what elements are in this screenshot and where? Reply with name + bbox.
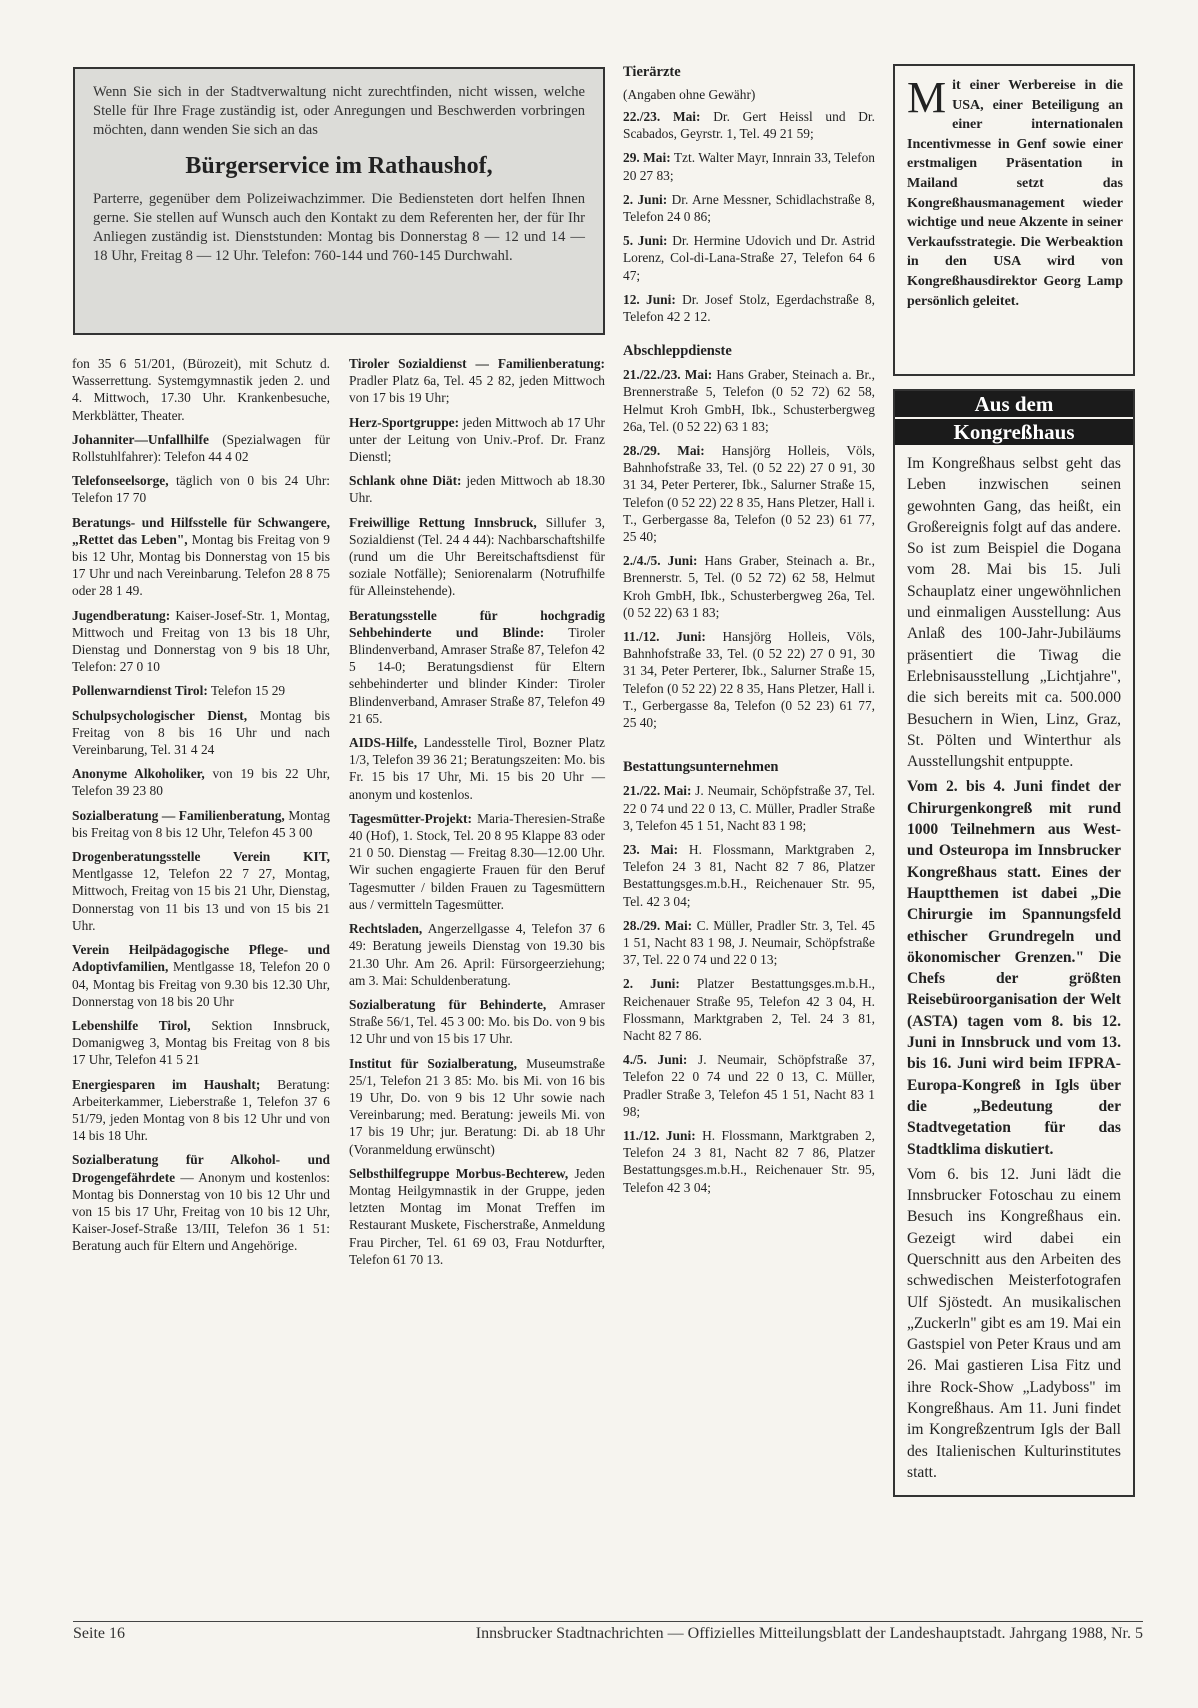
col1-entry-label: Telefonseelsorge, bbox=[72, 473, 169, 489]
col2-entry-text: Jeden Montag Heilgymnastik in der Gruppe, jeden letzten Montag im Monat Treffen im Restaurant Muskete, Fischerstraße, Anmeldung Frau Pircher, Tel. 61 69 03, Frau Notdurfter, Telefon 61 70 13. bbox=[349, 1165, 605, 1267]
bestattung-entry-text: J. Neumair, Schöpfstraße 37, Tel. 22 0 74 und 22 0 13, C. Müller, Pradler Straße 3, Telefon 45 1 51, Nacht 83 1 98; bbox=[623, 783, 875, 833]
bestattung-entry bbox=[623, 975, 875, 1044]
col1-entry bbox=[72, 807, 330, 841]
col1-entry bbox=[72, 1076, 330, 1145]
col1-entry bbox=[72, 514, 330, 600]
col2-entry bbox=[349, 514, 605, 600]
abschlepp-entry bbox=[623, 552, 875, 621]
buergerservice-box bbox=[73, 67, 605, 335]
col2-entry-label: Institut für Sozialberatung, bbox=[349, 1055, 517, 1071]
col1-entry bbox=[72, 355, 330, 424]
col1-entry-label: Jugendberatung: bbox=[72, 607, 171, 623]
col1-entry-text: Montag bis Freitag von 8 bis 12 Uhr, Telefon 45 3 00 bbox=[72, 807, 330, 840]
col1-entry-label: Pollenwarndienst Tirol: bbox=[72, 683, 208, 699]
tierarzt-entry-text: Tzt. Walter Mayr, Innrain 33, Telefon 20 27 83; bbox=[623, 150, 875, 183]
abschlepp-entry-text: Hansjörg Holleis, Völs, Bahnhofstraße 33, Tel. (0 52 22) 27 0 91, 30 31 34, Peter Perterer, Ibk., Salurner Straße 15, Telefon (0 52 22) 22 8 35, Hans Pletzer, Hall i. T., Gerbergasse 8a, Telefon (0 52 23) 61 77, 25 40; bbox=[623, 443, 875, 545]
col2-entry-text: jeden Mittwoch ab 18.30 Uhr. bbox=[349, 473, 605, 506]
col2-entry-label: Beratungsstelle für hochgradig Sehbehinderte und Blinde: bbox=[349, 607, 605, 640]
col1-entry bbox=[72, 941, 330, 1010]
bestattung-entry bbox=[623, 1051, 875, 1120]
col1-entry-text: von 19 bis 22 Uhr, Telefon 39 23 80 bbox=[72, 766, 330, 799]
col1-entry bbox=[72, 1151, 330, 1254]
col1-entry-label: Beratungs- und Hilfsstelle für Schwangere, „Rettet das Leben", bbox=[72, 514, 330, 547]
heading-bestattung: Bestattungsunternehmen bbox=[623, 759, 779, 776]
abschlepp-entry-label: 2./4./5. Juni: bbox=[623, 553, 698, 569]
column-1 bbox=[72, 355, 330, 1262]
abschlepp-entry-label: 21./22./23. Mai: bbox=[623, 367, 713, 383]
bestattung-entry-label: 21./22. Mai: bbox=[623, 783, 692, 799]
heading-tieraerzte: Tierärzte bbox=[623, 64, 681, 80]
col2-entry-label: Schlank ohne Diät: bbox=[349, 473, 462, 489]
col2-entry-text: jeden Mittwoch ab 17 Uhr unter der Leitung von Univ.-Prof. Dr. Franz Dienstl; bbox=[349, 414, 605, 465]
kongresshaus-box bbox=[893, 389, 1135, 1497]
col2-entry-text: Museumstraße 25/1, Telefon 21 3 85: Mo. bis Mi. von 16 bis 19 Uhr, Do. von 9 bis 12 Uhr sowie nach Vereinbarung; med. Beratung: jeweils Mi. von 17 bis 19 Uhr; jur. Beratung: Di. ab 18 Uhr (Voranmeldung erwünscht) bbox=[349, 1055, 605, 1157]
col1-entry bbox=[72, 848, 330, 934]
bestattung-list bbox=[623, 782, 875, 1195]
tierarzt-entry-label: 12. Juni: bbox=[623, 291, 676, 307]
col1-entry bbox=[72, 765, 330, 799]
col1-entry-text: (Spezialwagen für Rollstuhlfahrer): Telefon 44 4 02 bbox=[72, 431, 330, 465]
col1-entry-label: Anonyme Alkoholiker, bbox=[72, 766, 205, 782]
col1-entry bbox=[72, 431, 330, 465]
col1-entry-text: Telefon 15 29 bbox=[207, 683, 286, 699]
right-column bbox=[893, 64, 1135, 1497]
tierarzt-entry bbox=[623, 108, 875, 142]
bestattung-entry-text: C. Müller, Pradler Str. 3, Tel. 45 1 51, Nacht 83 1 98, J. Neumair, Schöpfstraße 37, Tel. 22 0 74 und 22 0 13; bbox=[623, 917, 875, 968]
publication-line: Innsbrucker Stadtnachrichten — Offizielles Mitteilungsblatt der Landeshauptstadt. Jahrgang 1988, Nr. 5 bbox=[475, 1625, 1143, 1642]
abschlepp-entry bbox=[623, 442, 875, 545]
abschlepp-entry-text: Hans Graber, Steinach a. Br., Brennerstraße 5, Telefon (0 52 72) 62 58, Helmut Kroh GmbH, Ibk., Schusterbergweg 26a, Tel. (0 52 22) 63 1 83; bbox=[623, 367, 875, 434]
col1-entry bbox=[72, 472, 330, 506]
abschlepp-entry-text: Hans Graber, Steinach a. Br., Brennerstr. 5, Tel. (0 52 72) 62 58, Helmut Kroh GmbH, Ibk., Schusterbergweg 26a, Tel. (0 52 22) 63 1 83; bbox=[623, 553, 875, 620]
col2-entry-label: Selbsthilfegruppe Morbus-Bechterew, bbox=[349, 1165, 569, 1181]
kongresshaus-paragraph-2: Vom 2. bis 4. Juni findet der Chirurgenkongreß mit rund 1000 Teilnehmern aus West- und Osteuropa im Innsbrucker Kongreßhaus statt. Eines der Hauptthemen ist dabei „Die Chirurgie im Spannungsfeld ethischer Grundregeln und ökonomischer Grenzen." Die Chefs der größten Reisebüroorganisation der Welt (ASTA) tagen vom 8. bis 12. Juni in Innsbruck und vom 13. bis 16. Juni wird beim IFPRA-Europa-Kongreß in Igls über die „Bedeutung der Stadtvegetation für das Stadtklima diskutiert. bbox=[907, 778, 1121, 1158]
col2-entry-label: Tagesmütter-Projekt: bbox=[349, 810, 472, 826]
col2-entry bbox=[349, 1165, 605, 1268]
tierarzt-entry bbox=[623, 291, 875, 325]
tierarzt-entry-text: Dr. Gert Heissl und Dr. Scabados, Geyrstr. 1, Tel. 49 21 59; bbox=[623, 109, 875, 142]
col1-entry-label: Energiesparen im Haushalt; bbox=[72, 1076, 261, 1092]
col1-entry-text: Sektion Innsbruck, Domanigweg 3, Montag bis Freitag von 8 bis 17 Uhr, Telefon 41 5 21 bbox=[72, 1017, 330, 1068]
col1-entry-label: Lebenshilfe Tirol, bbox=[72, 1017, 191, 1033]
bestattung-entry-label: 11./12. Juni: bbox=[623, 1127, 696, 1143]
promo-text: it einer Werbereise in die USA, einer Beteiligung an einer internationalen Incentivmesse in Genf sowie einer erstmaligen Präsentation in Mailand setzt das Kongreßhausmanagement wieder wichtige und neue Akzente in seiner Verkaufsstrategie. Die Werbeaktion in den USA wird von Kongreßhausdirektor Georg Lamp persönlich geleitet. bbox=[907, 78, 1123, 309]
tierarzt-entry bbox=[623, 191, 875, 225]
col2-entry-label: Sozialberatung für Behinderte, bbox=[349, 996, 547, 1012]
bestattung-entry-label: 23. Mai: bbox=[623, 841, 679, 857]
subheading-angaben: (Angaben ohne Gewähr) bbox=[623, 87, 756, 102]
column-3 bbox=[623, 64, 875, 1203]
abschlepp-entry-label: 11./12. Juni: bbox=[623, 629, 706, 645]
col2-entry bbox=[349, 734, 605, 803]
col2-entry-text: Tiroler Blindenverband, Amraser Straße 87, Telefon 42 5 14-0; Beratungsdienst für Eltern sehbehinderter und blinder Kinder: Tiroler Blindenverband, Amraser Straße 87, Telefon 49 21 65. bbox=[349, 624, 605, 726]
bestattung-entry-text: J. Neumair, Schöpfstraße 37, Telefon 22 0 74 und 22 0 13, C. Müller, Pradler Straße 3, Telefon 45 1 51, Nacht 83 1 98; bbox=[623, 1052, 875, 1119]
col1-entry-label: Schulpsychologischer Dienst, bbox=[72, 707, 248, 723]
abschlepp-entry bbox=[623, 628, 875, 731]
col1-entry-text: Beratung: Arbeiterkammer, Lieberstraße 1, Telefon 37 6 51/79, jeden Montag von 8 bis 12 Uhr und von 14 bis 18 Uhr. bbox=[72, 1076, 330, 1144]
bestattung-entry-label: 28./29. Mai: bbox=[623, 917, 693, 933]
col1-entry bbox=[72, 707, 330, 759]
col2-entry-text: Angerzellgasse 4, Telefon 37 6 49: Beratung jeweils Dienstag von 19.30 bis 21.30 Uhr. Am 26. April: Fürsorgeerziehung; am 3. Mai: Schuldenberatung. bbox=[349, 921, 605, 988]
tierarzt-entry-text: Dr. Hermine Udovich und Dr. Astrid Lorenz, Col-di-Lana-Straße 27, Telefon 64 6 47; bbox=[623, 233, 875, 283]
col2-entry-text: Landesstelle Tirol, Bozner Platz 1/3, Telefon 39 36 21; Beratungszeiten: Mo. bis Fr. 15 bis 17 Uhr, Mi. 15 bis 20 Uhr — anonym und kostenlos. bbox=[349, 735, 605, 802]
col2-entry bbox=[349, 996, 605, 1048]
abschlepp-entry-label: 28./29. Mai: bbox=[623, 443, 705, 459]
col1-entry-text: Montag bis Freitag von 8 bis 16 Uhr und nach Vereinbarung, Tel. 31 4 24 bbox=[72, 707, 330, 758]
col2-entry-text: Amraser Straße 56/1, Tel. 45 3 00: Mo. bis Do. von 9 bis 12 Uhr und von 15 bis 17 Uhr. bbox=[349, 996, 605, 1047]
bestattung-entry bbox=[623, 917, 875, 969]
box-title: Bürgerservice im Rathaushof, bbox=[185, 152, 493, 179]
tierarzt-entry bbox=[623, 232, 875, 284]
col2-entry-text: Maria-Theresien-Straße 40 (Hof), 1. Stock, Tel. 20 8 95 Klappe 83 oder 21 0 50. Dienstag — Freitag 8.30—12.00 Uhr. Wir suchen engagierte Frauen für den Beruf Tagesmutter / bilden Frauen zu Tagesmüttern aus / vermitteln Tagesmütter. bbox=[349, 810, 605, 912]
col2-entry bbox=[349, 607, 605, 727]
tierarzt-entry-label: 2. Juni: bbox=[623, 191, 668, 207]
bestattung-entry-label: 4./5. Juni: bbox=[623, 1052, 688, 1068]
kongresshaus-title-1: Aus dem bbox=[895, 391, 1133, 417]
box-body: Parterre, gegenüber dem Polizeiwachzimmer. Die Bediensteten dort helfen Ihnen gerne. Sie stellen auf Wunsch auch den Kontakt zu dem Referenten her, der für Ihr Anliegen zuständig ist. Dienststunden: Montag bis Donnerstag 8 — 12 und 14 — 18 Uhr, Freitag 8 — 12 Uhr. Telefon: 760-144 und 760-145 Durchwahl. bbox=[93, 190, 585, 265]
tierarzt-entry-label: 29. Mai: bbox=[623, 150, 671, 166]
col2-entry bbox=[349, 1055, 605, 1158]
col2-entry bbox=[349, 472, 605, 506]
col2-entry-text: Sillufer 3, Sozialdienst (Tel. 24 4 44): Nachbarschaftshilfe (rund um die Uhr Bereitschaftsdienst für soziale Notfälle); Seniorenalarm (Notrufhilfe für Alleinstehende). bbox=[349, 514, 605, 599]
tierarzt-entry-text: Dr. Arne Messner, Schidlachstraße 8, Telefon 24 0 86; bbox=[623, 191, 875, 225]
col1-entry-text: täglich von 0 bis 24 Uhr: Telefon 17 70 bbox=[72, 473, 330, 506]
col2-entry-label: AIDS-Hilfe, bbox=[349, 735, 418, 751]
tierarzt-entry-text: Dr. Josef Stolz, Egerdachstraße 8, Telefon 42 2 12. bbox=[623, 291, 875, 325]
col2-entry-label: Rechtsladen, bbox=[349, 921, 423, 937]
abschlepp-entry bbox=[623, 366, 875, 435]
bestattung-entry bbox=[623, 1127, 875, 1196]
promo-box bbox=[893, 64, 1135, 376]
col2-entry-label: Tiroler Sozialdienst — Familienberatung: bbox=[349, 356, 605, 371]
col1-entry bbox=[72, 1017, 330, 1069]
bestattung-entry-label: 2. Juni: bbox=[623, 976, 680, 992]
col1-entry-label: Sozialberatung für Alkohol- und Drogengefährdete bbox=[72, 1152, 330, 1185]
col2-entry bbox=[349, 810, 605, 913]
col2-entry bbox=[349, 355, 605, 407]
col2-entry-label: Herz-Sportgruppe: bbox=[349, 414, 460, 430]
tierarzt-entry-label: 22./23. Mai: bbox=[623, 109, 701, 124]
col2-entry-label: Freiwillige Rettung Innsbruck, bbox=[349, 514, 537, 530]
col1-entry-text: fon 35 6 51/201, (Bürozeit), mit Schutz d. Wasserrettung. Systemgymnastik jeden 2. und 4. Mittwoch, 17.30 Uhr. Krankenbesuche, Merkblätter, Theater. bbox=[72, 356, 330, 423]
bestattung-entry-text: H. Flossmann, Marktgraben 2, Telefon 24 3 81, Nacht 82 7 86, Platzer Bestattungsges.m.b.H., Reichenauer Str. 95, Telefon 42 3 04; bbox=[623, 1127, 875, 1195]
col1-entry-label: Verein Heilpädagogische Pflege- und Adoptivfamilien, bbox=[72, 942, 330, 975]
box-intro: Wenn Sie sich in der Stadtverwaltung nicht zurechtfinden, nicht wissen, welche Stelle für Ihre Frage zuständig ist, oder Anregungen und Beschwerden vorbringen möchten, dann wenden Sie sich an das bbox=[93, 84, 585, 139]
col1-entry-text: Kaiser-Josef-Str. 1, Montag, Mittwoch und Freitag von 13 bis 18 Uhr, Dienstag und Donnerstag von 9 bis 18 Uhr, Telefon: 27 0 10 bbox=[72, 607, 330, 675]
col1-entry-label: Johanniter—Unfallhilfe bbox=[72, 431, 209, 447]
col2-entry-text: Pradler Platz 6a, Tel. 45 2 82, jeden Mittwoch von 17 bis 19 Uhr; bbox=[349, 373, 605, 406]
kongresshaus-paragraph-3: Vom 6. bis 12. Juni lädt die Innsbrucker Fotoschau zu einem Besuch ins Kongreßhaus ein. Gezeigt wird dabei ein Querschnitt aus den Arbeiten des schwedischen Meisterfotografen Ulf Sjöstedt. An musikalischen „Zuckerln" gibt es am 19. Mai ein Gastspiel von Peter Kraus und am 26. Mai gastieren Lisa Fitz und ihre Rock-Show „Ladyboss" im Kongreßhaus. Am 11. Juni findet im Kongreßzentrum Igls der Ball des Italienischen Kulturinstitutes statt. bbox=[907, 1165, 1121, 1481]
column-2 bbox=[349, 355, 605, 1275]
col1-entry-text: Mentlgasse 18, Telefon 20 0 04, Montag bis Freitag von 9.30 bis 12.30 Uhr, Donnerstag von 18 bis 20 Uhr bbox=[72, 959, 330, 1009]
page-number: Seite 16 bbox=[73, 1625, 125, 1642]
tieraerzte-list bbox=[623, 108, 875, 325]
drop-cap: M bbox=[907, 73, 947, 122]
heading-abschleppdienste: Abschleppdienste bbox=[623, 343, 732, 360]
tierarzt-entry bbox=[623, 149, 875, 183]
bestattung-entry-text: H. Flossmann, Marktgraben 2, Telefon 24 3 81, Nacht 82 7 86, Platzer Bestattungsges.m.b.H., Reichenauer Str. 95, Tel. 42 3 04; bbox=[623, 841, 875, 909]
footer bbox=[73, 1621, 1143, 1643]
bestattung-entry bbox=[623, 841, 875, 910]
abschleppdienste-list bbox=[623, 366, 875, 731]
tierarzt-entry-label: 5. Juni: bbox=[623, 233, 668, 249]
col1-entry-text: Montag bis Freitag von 9 bis 12 Uhr, Montag bis Donnerstag von 15 bis 17 Uhr und nach Vereinbarung. Telefon 28 8 75 oder 28 1 49. bbox=[72, 531, 330, 599]
kongresshaus-title-2: Kongreßhaus bbox=[895, 417, 1133, 445]
col2-entry bbox=[349, 414, 605, 466]
kongresshaus-paragraph-1: Im Kongreßhaus selbst geht das Leben inzwischen seinen gewohnten Gang, das heißt, ein Großereignis folgt auf das andere. So ist zum Beispiel die Dogana vom 28. Mai bis 15. Juli Schauplatz einer ungewöhnlichen und einmaligen Ausstellung: Aus Anlaß des 100-Jahr-Jubiläums präsentiert die Tiwag die Erlebnisausstellung „Lichtjahre", die sich bereits mit ca. 500.000 Besuchern in Wien, Linz, Graz, St. Pölten und Winterthur als Ausstellungshit entpuppte. bbox=[907, 455, 1121, 771]
col1-entry bbox=[72, 607, 330, 676]
col1-entry-label: Sozialberatung — Familienberatung, bbox=[72, 807, 285, 823]
col1-entry-text: Mentlgasse 12, Telefon 22 7 27, Montag, Mittwoch, Freitag von 15 bis 21 Uhr, Dienstag, Donnerstag von 11 bis 13 und von 15 bis 21 Uhr. bbox=[72, 866, 330, 933]
col1-entry-text: — Anonym und kostenlos: Montag bis Donnerstag von 10 bis 12 Uhr und von 15 bis 17 Uhr, Freitag von 10 bis 12 Uhr, Kaiser-Josef-Straße 13/III, Telefon 36 1 51: Beratung auch für Eltern und Angehörige. bbox=[72, 1169, 330, 1254]
col2-entry bbox=[349, 920, 605, 989]
bestattung-entry-text: Platzer Bestattungsges.m.b.H., Reichenauer Straße 95, Telefon 42 3 04, H. Flossmann, Marktgraben 2, Tel. 24 3 81, Nacht 82 7 86. bbox=[623, 976, 875, 1043]
col1-entry-label: Drogenberatungsstelle Verein KIT, bbox=[72, 849, 330, 865]
bestattung-entry bbox=[623, 782, 875, 834]
col1-entry bbox=[72, 682, 330, 699]
abschlepp-entry-text: Hansjörg Holleis, Völs, Bahnhofstraße 33, Tel. (0 52 22) 27 0 91, 30 31 34, Peter Perterer, Ibk., Salurner Straße 15, Telefon (0 52 22) 22 8 35, Hans Pletzer, Hall i. T., Gerbergasse 8a, Telefon (0 52 23) 61 77, 25 40; bbox=[623, 629, 876, 731]
